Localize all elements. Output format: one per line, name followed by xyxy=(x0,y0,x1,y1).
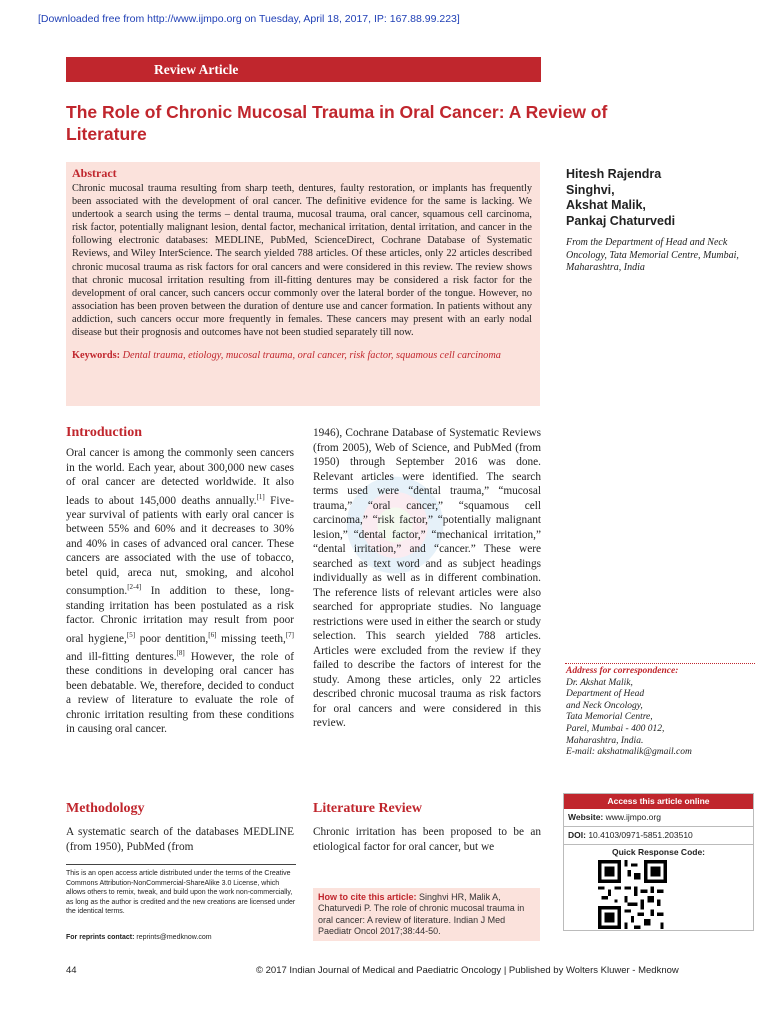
citation-ref: [6] xyxy=(208,630,217,639)
website-link[interactable]: www.ijmpo.org xyxy=(605,812,661,822)
author-line: Hitesh Rajendra xyxy=(566,167,662,181)
author-line: Akshat Malik, xyxy=(566,198,646,212)
cite-label: How to cite this article: xyxy=(318,892,417,902)
qr-label: Quick Response Code: xyxy=(611,847,706,857)
section-heading-methodology: Methodology xyxy=(66,801,145,816)
keywords-list: Dental trauma, etiology, mucosal trauma, oral cancer, risk factor, squamous cell carcinoma xyxy=(122,350,501,362)
abstract-box xyxy=(66,162,540,406)
correspondence-divider xyxy=(565,663,755,664)
literature-review-text: Chronic irritation has been proposed to be an etiological factor for oral cancer, but we xyxy=(313,826,541,853)
section-heading-literature-review: Literature Review xyxy=(313,801,422,816)
abstract-heading: Abstract xyxy=(72,166,117,180)
doi-row xyxy=(564,827,753,845)
methodology-continued-text: 1946), Cochrane Database of Systematic Reviews (from 2005), Web of Science, and PubMed (from 1950) through September 2016 was done. Relevant articles were identified. The search terms used were “dental trauma,” “mucosal trauma,” “oral cancer,” “squamous cell carcinoma,” “risk factor,” “potentially malignant lesion,” “dental factor,” “mechanical irritation,” “dental irritation,” and “cancer.” These were searched as text word and as subject headings individually as well as in different combination. The reference lists of relevant articles were also searched for appropriate studies. No language restrictions were used in either the search or study selection. This search yielded 788 articles. Articles were excluded from the review if they failed to describe the factors of interest for the study. Among these articles, only 22 articles described chronic mucosal trauma as risk factors for oral cancers and were considered in this review. xyxy=(313,427,541,729)
citation-ref: [8] xyxy=(176,648,185,657)
correspondence-line: Parel, Mumbai - 400 012, xyxy=(566,723,665,734)
download-notice: [Downloaded free from http://www.ijmpo.org on Tuesday, April 18, 2017, IP: 167.88.99.223] xyxy=(38,13,460,25)
reprints-contact xyxy=(66,934,306,941)
citation-ref: [1] xyxy=(256,492,265,501)
correspondence-line: Tata Memorial Centre, xyxy=(566,712,653,723)
correspondence-line: Department of Head xyxy=(566,689,645,700)
article-title: The Role of Chronic Mucosal Trauma in Oral Cancer: A Review of Literature xyxy=(66,102,608,144)
publication-footer: © 2017 Indian Journal of Medical and Paediatric Oncology | Published by Wolters Kluwer - Medknow xyxy=(256,965,679,976)
author-affiliation: From the Department of Head and Neck Oncology, Tata Memorial Centre, Mumbai, Maharashtra, India xyxy=(566,237,739,274)
website-label: Website: xyxy=(568,812,604,822)
citation-ref: [5] xyxy=(126,630,136,639)
methodology-text: A systematic search of the databases MEDLINE (from 1950), PubMed (from xyxy=(66,826,294,853)
reprints-label: For reprints contact: xyxy=(66,934,135,941)
correspondence-line: Dr. Akshat Malik, xyxy=(566,677,633,688)
cite-text: Singhvi HR, Malik A, Chaturvedi P. The role of chronic mucosal trauma in oral cancer: A review of literature. Indian J Med Paediatr Oncol 2017;38:44-50. xyxy=(318,892,525,936)
reprints-email: reprints@medknow.com xyxy=(136,934,212,941)
article-type-banner xyxy=(66,57,541,82)
author-line: Singhvi, xyxy=(566,182,615,197)
correspondence-email: E-mail: akshatmalik@gmail.com xyxy=(566,747,692,758)
section-heading-introduction: Introduction xyxy=(66,425,142,440)
abstract-text: Chronic mucosal trauma resulting from sharp teeth, dentures, faulty restoration, or implants has frequently been associated with the development of oral cancer. The definitive evidence for the same is lacking. We undertook a search using the terms – dental trauma, mucosal trauma, oral cancer, squamous cell carcinoma, risk factor, potentially malignant lesion, dental factor, mechanical irritation, dental irritation, and cancer in the following electronic databases: MEDLINE, PubMed, ScienceDirect, Cochrane Database of Systematic Reviews, and Wiley InterScience. The search yielded 788 articles. Of these articles, only 22 articles described chronic mucosal trauma as risk factors for oral cancers and were considered in this review. The review shows that chronic mucosal irritation resulting from ill-fitting dentures may be considered a risk factor for the development of oral cancer, such cancers occur commonly over the lateral border of the tongue. However, no association has been proven between the duration of denture use and cancer formation. In patients without any addiction, such cancers occur more frequently in females. These cancers may present with an early nodal disease but their prognosis and outcomes have not been studied separately till now. xyxy=(72,183,532,339)
keywords-label: Keywords: xyxy=(72,350,121,362)
introduction-text: Oral cancer is among the commonly seen cancers in the world. Each year, about 300,000 new cases of oral cancer are detected worldwide. It also leads to about 145,000 deaths annually.[1] Five-year survival of patients with early oral cancer is between 55% and 60% and it decreases to 30% and 40% in cases of advanced oral cancer. These cancers are associated with the use of tobacco, betel quid, areca nut, smoking, and alcohol consumption.[2-4] In addition to these, long-standing irritation has been postulated as a risk factor. Chronic irritation may result from poor oral hygiene,[5] poor dentition,[6] missing teeth,[7] and ill-fitting dentures.[8] However, the role of these conditions in developing oral cancer has been debatable. We, therefore, decided to conduct a review of literature to evaluate the role of chronic irritation resulting from these conditions in causing oral cancer. xyxy=(66,447,294,736)
correspondence-line: Maharashtra, India. xyxy=(566,735,644,746)
access-heading: Access this article online xyxy=(564,794,753,809)
citation-ref: [7] xyxy=(285,630,294,639)
license-notice: This is an open access article distributed under the terms of the Creative Commons Attribution-NonCommercial-ShareAlike 3.0 License, which allows others to remix, tweak, and build upon the work non-commercially, as long as the author is credited and the new creations are licensed under the identical terms. xyxy=(66,870,296,916)
keywords xyxy=(72,349,532,362)
author-line: Pankaj Chaturvedi xyxy=(566,213,676,228)
website-row xyxy=(564,809,753,827)
correspondence-label: Address for correspondence: xyxy=(566,666,679,676)
page-number: 44 xyxy=(66,965,77,976)
doi-label: DOI: xyxy=(568,830,586,840)
access-article-box xyxy=(563,793,754,931)
footnote-divider xyxy=(66,864,296,865)
doi-value[interactable]: 10.4103/0971-5851.203510 xyxy=(588,830,693,840)
correspondence-line: and Neck Oncology, xyxy=(566,700,643,711)
correspondence-address xyxy=(566,666,756,759)
author-list xyxy=(566,167,756,229)
citation-ref: [2-4] xyxy=(127,583,142,592)
article-type-label: Review Article xyxy=(154,62,239,77)
qr-code-icon[interactable] xyxy=(598,860,667,929)
how-to-cite-box xyxy=(313,888,540,941)
